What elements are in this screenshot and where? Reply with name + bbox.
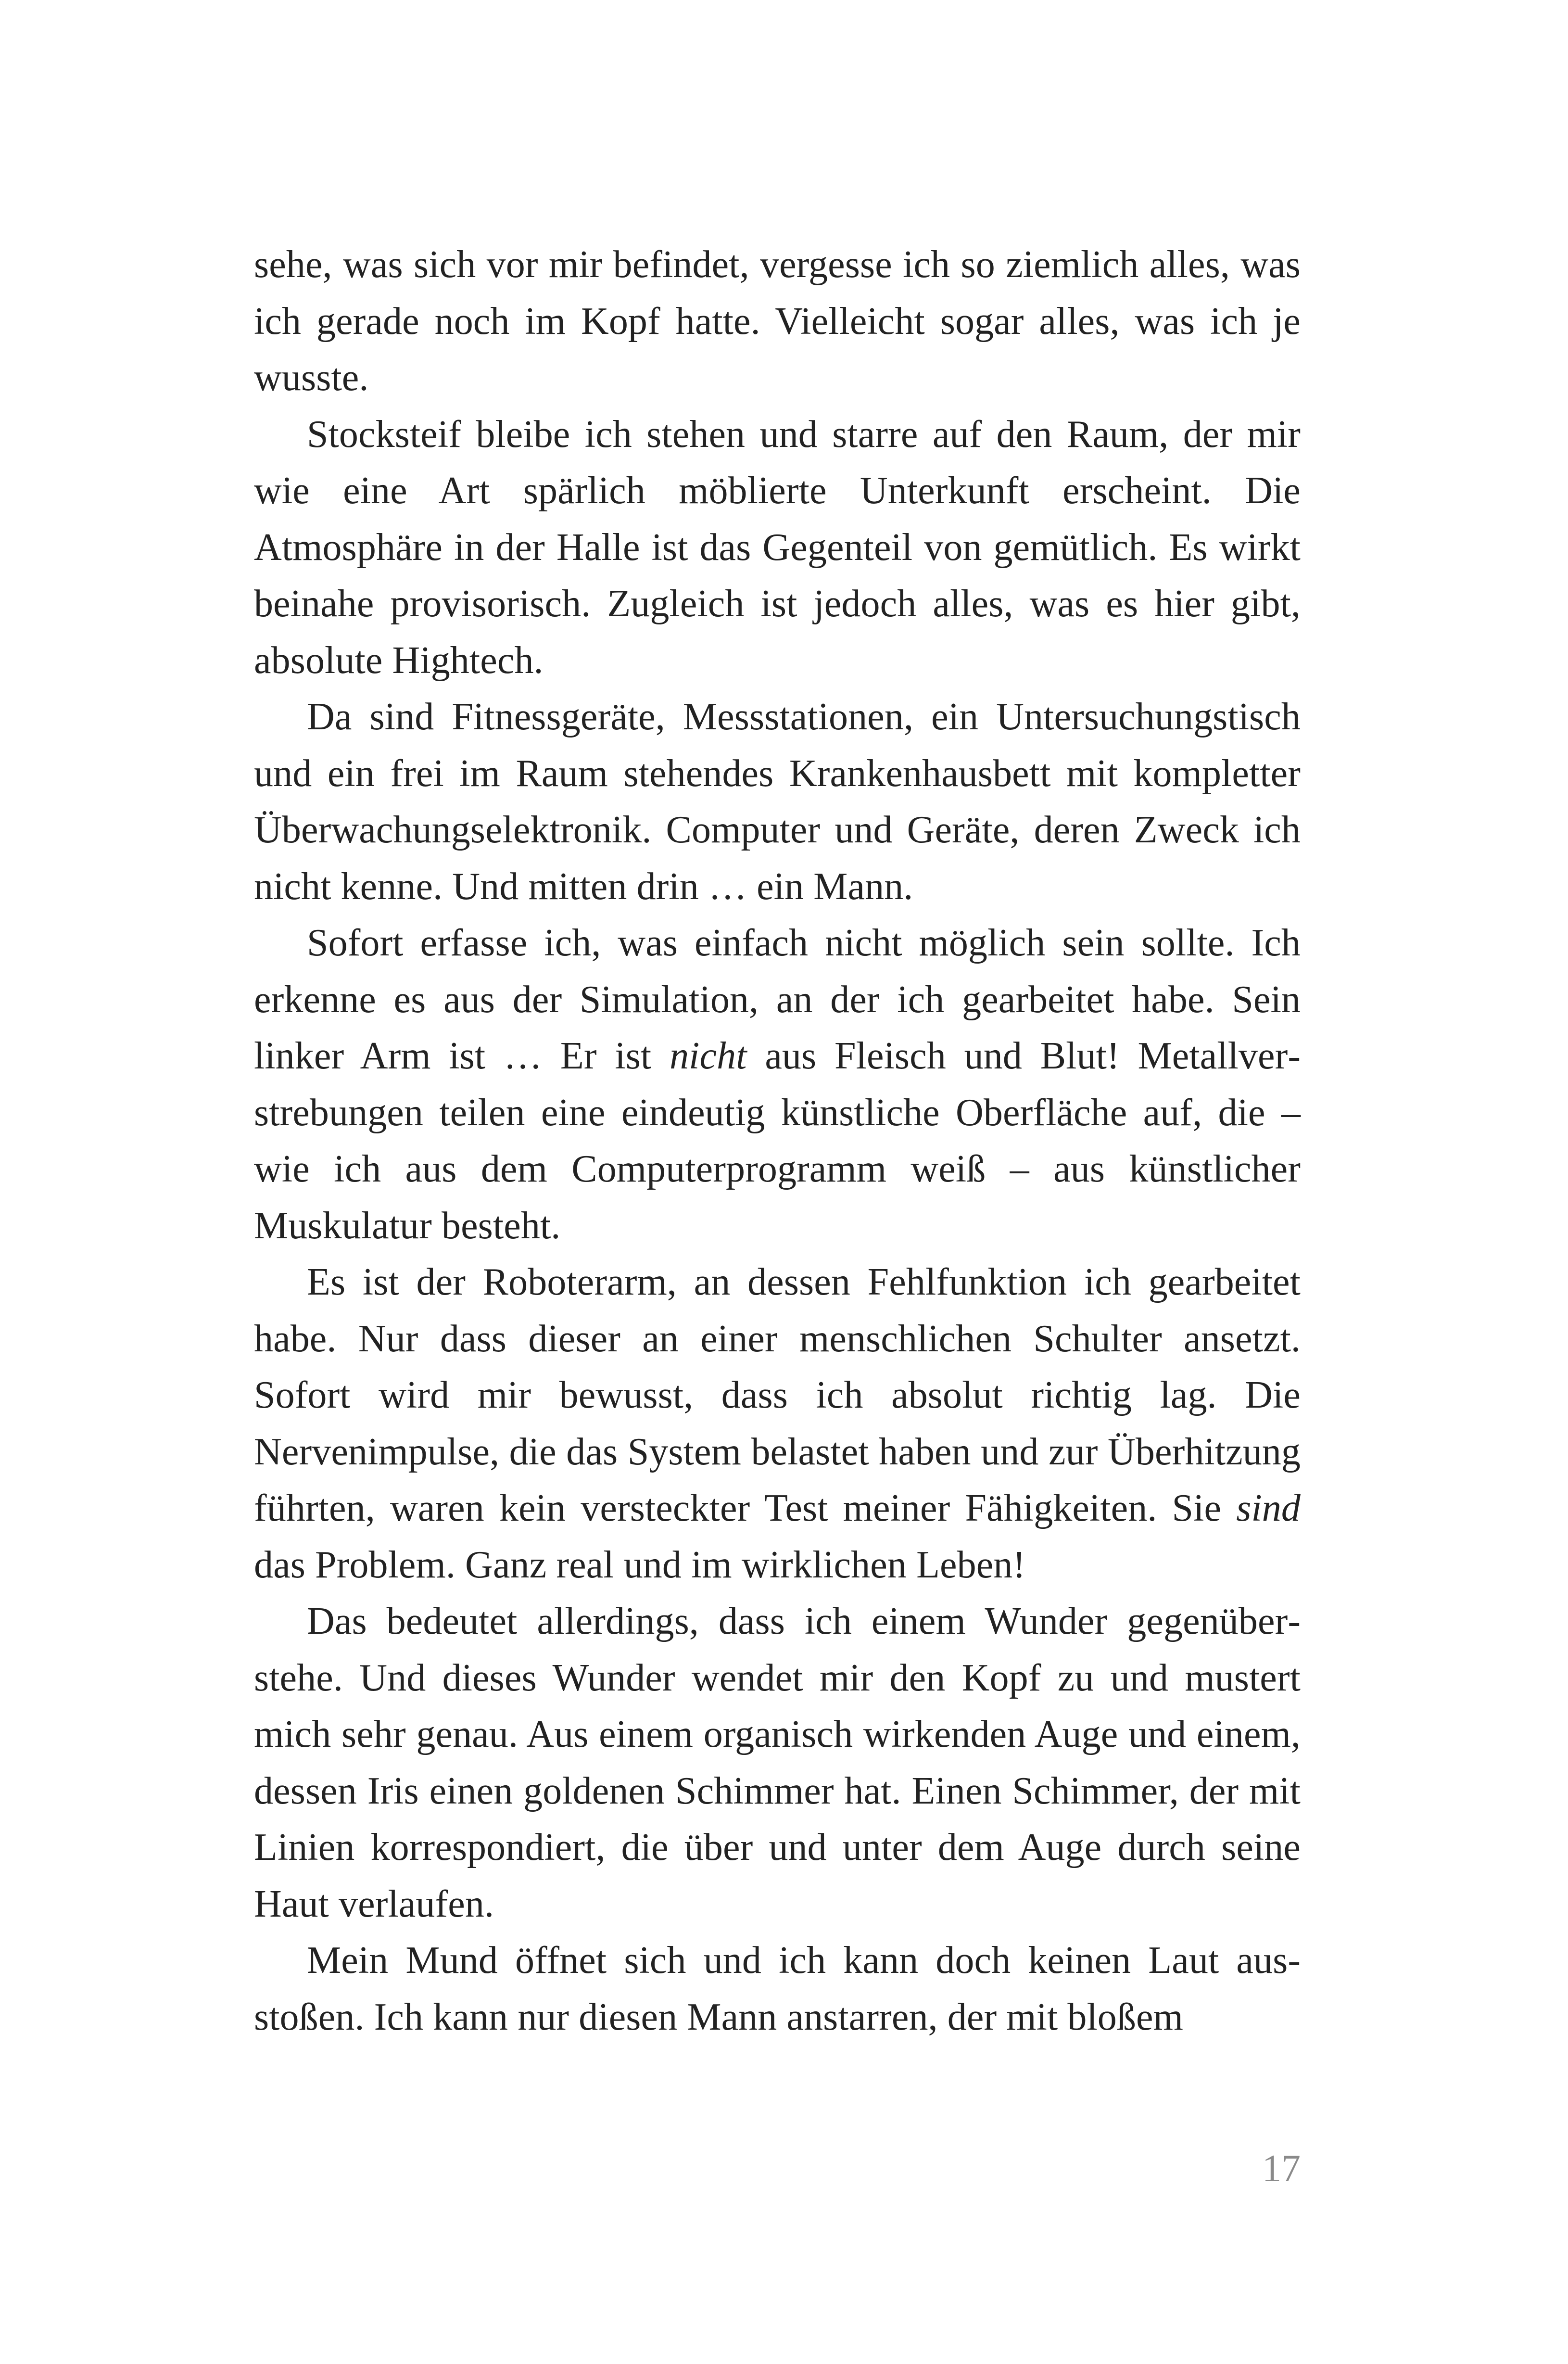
paragraph: [254, 1593, 1301, 1932]
paragraph: [254, 1254, 1301, 1593]
paragraph: [254, 689, 1301, 915]
text-run: Es ist der Roboterarm, an dessen Fehlfunktion ich gearbeitet habe. Nur dass dieser an einer menschlichen Schulter ansetzt. Sofort wird mir bewusst, dass ich absolut richtig lag. Die Nervenimpulse, die das System belastet haben und zur Überhitzung führten, waren kein versteckter Test meiner Fähigkeiten. Sie: [254, 1261, 1301, 1529]
body-text: [254, 237, 1301, 2046]
text-run: Mein Mund öffnet sich und ich kann doch keinen Laut ausstoßen. Ich kann nur diesen Mann anstarren, der mit bloßem: [254, 1939, 1301, 2038]
paragraph: [254, 1932, 1301, 2046]
page-number: 17: [1262, 2148, 1301, 2190]
text-run: Sofort erfasse ich, was einfach nicht möglich sein sollte. Ich erkenne es aus der Simulation, an der ich gearbeitet habe. Sein linker Arm ist … Er ist: [254, 922, 1301, 1077]
emphasis-text: nicht: [670, 1035, 747, 1077]
emphasis-text: sind: [1236, 1487, 1301, 1529]
paragraph: [254, 407, 1301, 689]
text-run: Da sind Fitnessgeräte, Messstationen, ein Untersuchungstisch und ein frei im Raum stehendes Krankenhausbett mit kompletter Überwachungselektronik. Computer und Geräte, deren Zweck ich nicht kenne. Und mitten drin … ein Mann.: [254, 696, 1301, 908]
text-run: Stocksteif bleibe ich stehen und starre auf den Raum, der mir wie eine Art spärlich möblierte Unterkunft erscheint. Die Atmosphäre in der Halle ist das Gegenteil von gemütlich. Es wirkt beinahe provisorisch. Zugleich ist jedoch alles, was es hier gibt, absolute Hightech.: [254, 413, 1301, 682]
paragraph: [254, 237, 1301, 407]
text-run: Das bedeutet allerdings, dass ich einem Wunder gegenüberstehe. Und dieses Wunder wendet mir den Kopf zu und mustert mich sehr genau. Aus einem organisch wirkenden Auge und einem, dessen Iris einen goldenen Schimmer hat. Einen Schimmer, der mit Linien korrespondiert, die über und unter dem Auge durch seine Haut verlaufen.: [254, 1600, 1301, 1925]
paragraph: [254, 915, 1301, 1254]
text-run: sehe, was sich vor mir befindet, vergesse ich so ziemlich alles, was ich gerade noch im Kopf hatte. Vielleicht sogar alles, was ich je wusste.: [254, 243, 1301, 399]
text-run: das Problem. Ganz real und im wirklichen Leben!: [254, 1543, 1026, 1586]
text-run: aus Fleisch und Blut! Metallverstrebungen teilen eine eindeutig künstliche Oberfläche auf, die – wie ich aus dem Computerprogramm weiß – aus künstlicher Muskulatur besteht.: [254, 1035, 1301, 1247]
